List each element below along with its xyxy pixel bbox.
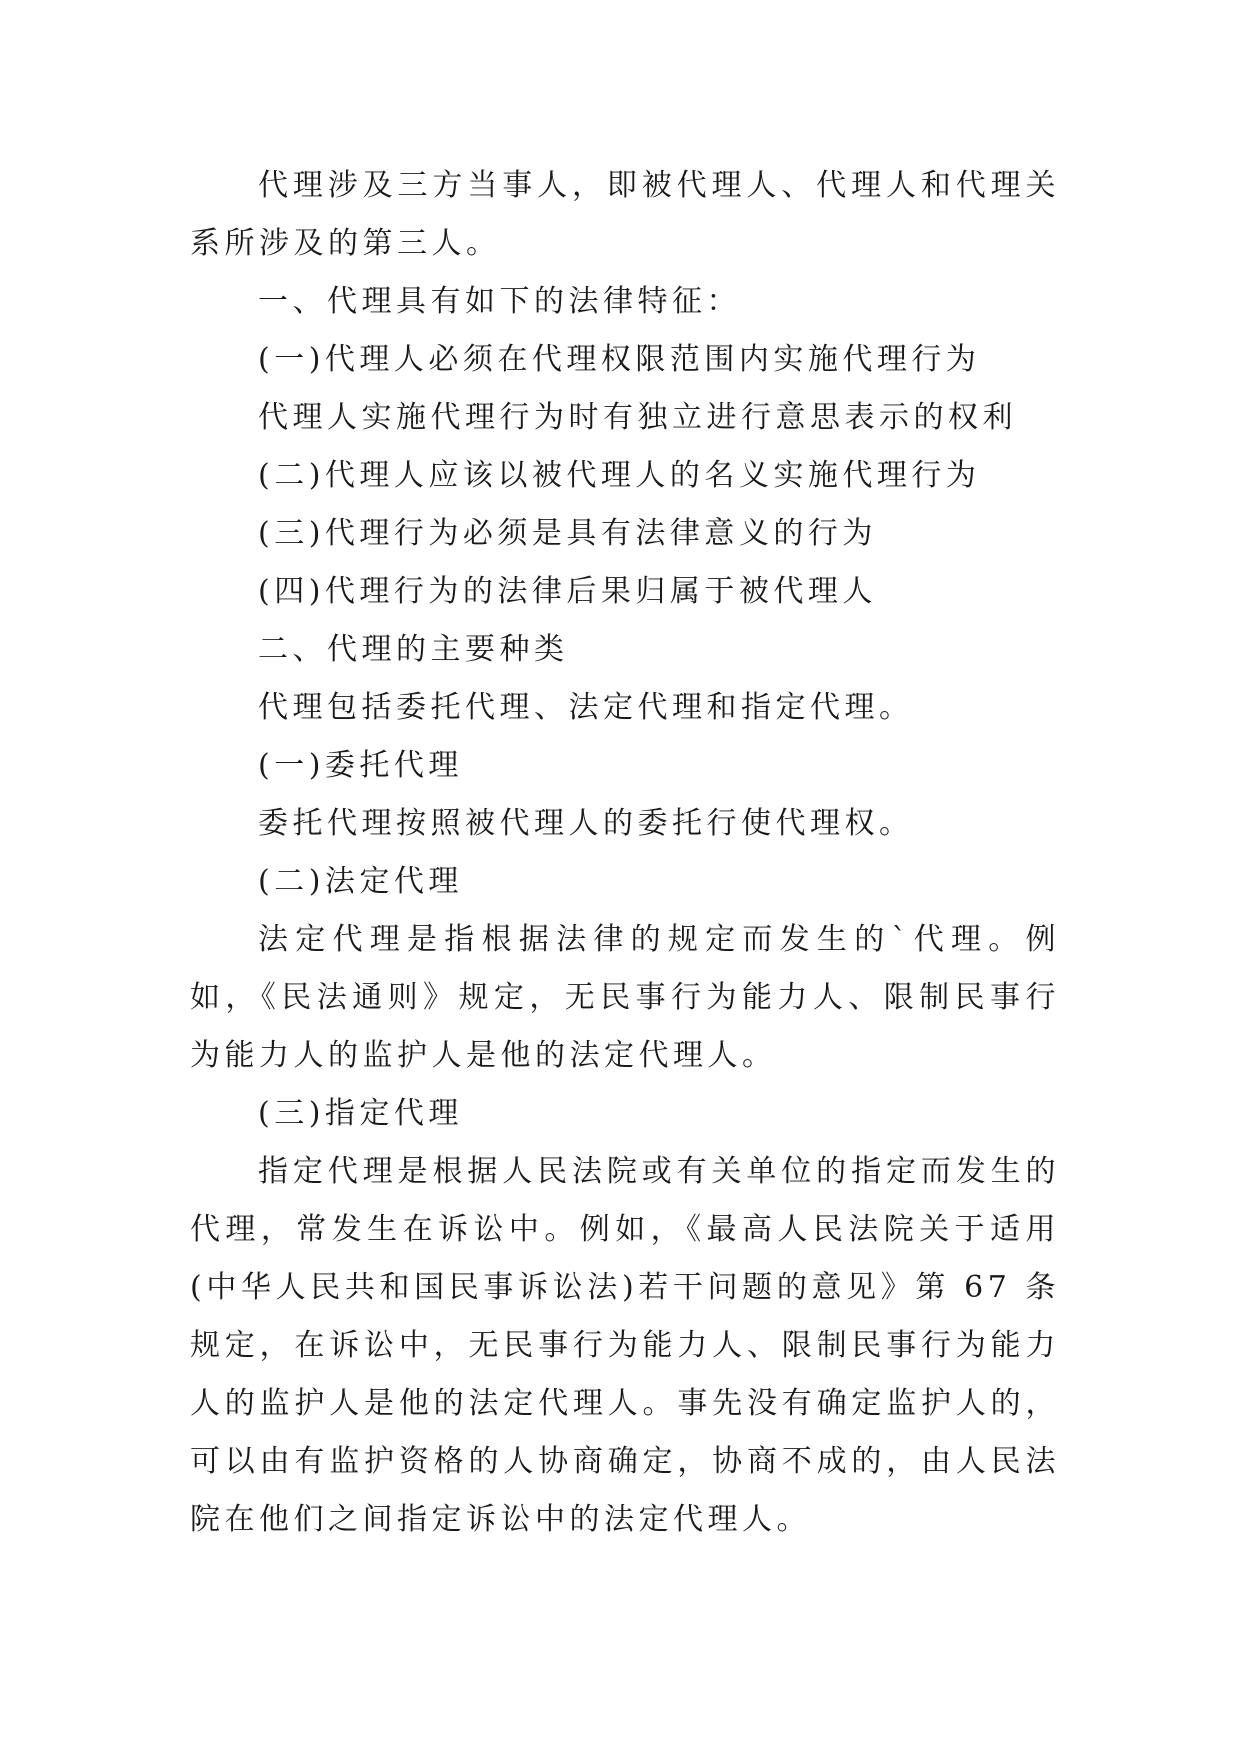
paragraph-entrusted-agency: 委托代理按照被代理人的委托行使代理权。 — [258, 806, 914, 841]
subheading-statutory-agency: (二)法定代理 — [258, 864, 463, 899]
paragraph-feature-4: (四)代理行为的法律后果归属于被代理人 — [258, 574, 877, 609]
paragraph-feature-2: (二)代理人应该以被代理人的名义实施代理行为 — [258, 458, 981, 493]
paragraph-feature-1: (一)代理人必须在代理权限范围内实施代理行为 — [258, 342, 981, 377]
paragraph-statutory-agency: 法定代理是指根据法律的规定而发生的`代理。例如，《民法通则》规定，无民事行为能力人、限制民事行为能力人的监护人是他的法定代理人。 — [190, 922, 1060, 1073]
heading-main-types: 二、代理的主要种类 — [258, 632, 569, 667]
paragraph-feature-3: (三)代理行为必须是具有法律意义的行为 — [258, 516, 877, 551]
subheading-designated-agency: (三)指定代理 — [258, 1096, 463, 1131]
paragraph-designated-agency: 指定代理是根据人民法院或有关单位的指定而发生的代理，常发生在诉讼中。例如，《最高人民法院关于适用(中华人民共和国民事诉讼法)若干问题的意见》第 67 条规定，在诉讼中，无民事行为能力人、限制民事行为能力人的监护人是他的法定代理人。事先没有确定监护人的，可以由有监护资格的人协商确定，协商不成的，由人民法院在他们之间指定诉讼中的法定代理人。 — [190, 1154, 1060, 1537]
paragraph-feature-1-detail: 代理人实施代理行为时有独立进行意思表示的权利 — [258, 400, 1017, 435]
document-body — [190, 157, 1060, 1549]
subheading-entrusted-agency: (一)委托代理 — [258, 748, 463, 783]
heading-legal-features: 一、代理具有如下的法律特征： — [258, 284, 741, 319]
paragraph-intro: 代理涉及三方当事人，即被代理人、代理人和代理关系所涉及的第三人。 — [190, 168, 1060, 261]
paragraph-types-overview: 代理包括委托代理、法定代理和指定代理。 — [258, 690, 914, 725]
